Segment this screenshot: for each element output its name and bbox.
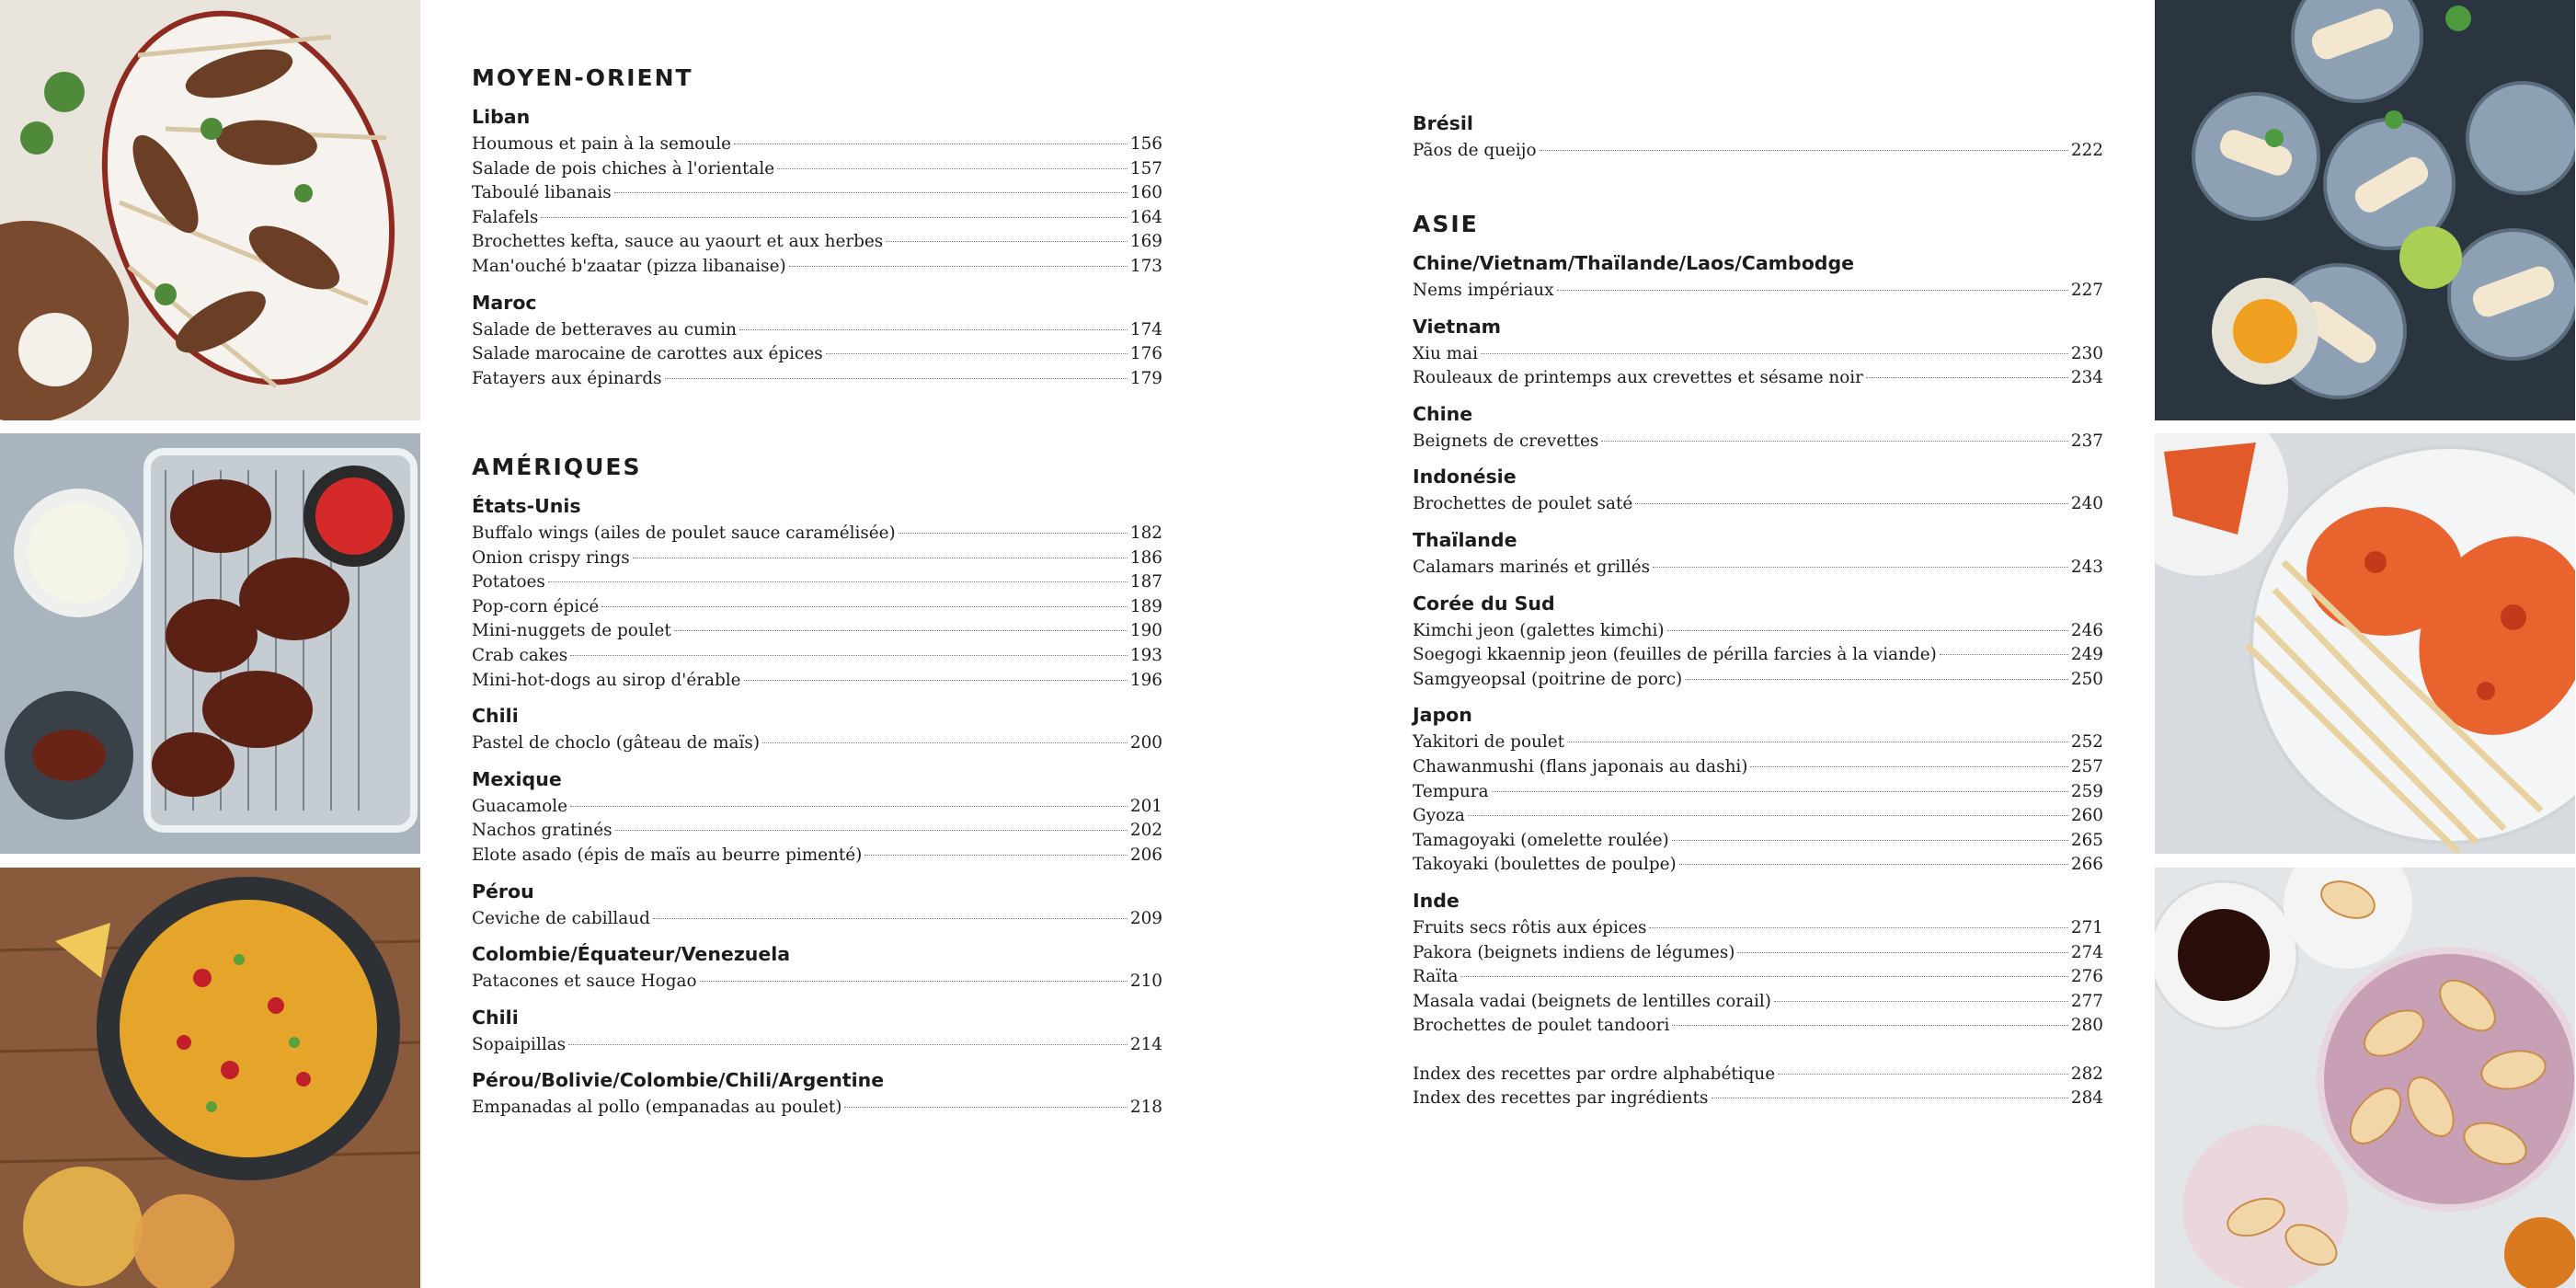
country-heading: Chine/Vietnam/Thaïlande/Laos/Cambodge [1413,252,1855,274]
dot-leader [886,241,1128,242]
recipe-list [472,318,1162,392]
toc-entry[interactable] [472,132,1162,157]
recipe-name: Pastel de choclo (gâteau de maïs) [472,733,761,753]
page-number: 259 [2070,781,2103,801]
toc-entry[interactable] [472,570,1162,595]
toc-entry[interactable] [1413,941,2103,966]
right-photo-strip [2155,0,2575,1288]
toc-entry[interactable] [472,970,1162,995]
dot-leader [1601,441,2068,442]
recipe-name: Calamars marinés et grillés [1413,557,1651,577]
region-americas [472,449,1162,1121]
recipe-name: Patacones et sauce Hogao [472,972,697,992]
dot-leader [548,581,1128,582]
index-spacer [1413,1039,2103,1063]
toc-entry[interactable] [472,255,1162,280]
dot-leader [1866,377,2068,378]
recipe-list [472,907,1162,932]
page-number: 257 [2070,756,2103,776]
dot-leader [1685,679,2068,680]
toc-entry[interactable] [472,367,1162,392]
toc-entry[interactable] [1413,279,2103,304]
dot-leader [899,533,1128,534]
toc-entry[interactable] [1413,619,2103,644]
dot-leader [570,806,1128,807]
toc-entry-index-alpha[interactable] [1413,1063,2103,1087]
page-number: 173 [1129,256,1162,276]
country-heading: Japon [1413,704,1472,727]
toc-entry[interactable] [1413,990,2103,1015]
page-number: 157 [1129,158,1162,178]
country-heading: Chili [472,1006,519,1029]
recipe-name: Gyoza [1413,806,1465,826]
country-heading: États-Unis [472,495,581,517]
recipe-name: Houmous et pain à la semoule [472,134,731,154]
page-number: 260 [2070,806,2103,826]
dot-leader [1653,567,2068,568]
recipe-name: Mini-nuggets de poulet [472,621,671,641]
dot-leader [1940,654,2068,655]
page-number: 252 [2070,732,2103,753]
recipe-name: Taboulé libanais [472,183,612,203]
toc-entry[interactable] [472,644,1162,669]
recipe-name: Tempura [1413,781,1489,801]
spring-rolls-photo [2155,0,2575,420]
dot-leader [864,855,1128,856]
recipe-list [472,522,1162,693]
country-heading: Corée du Sud [1413,592,1555,615]
toc-entry[interactable] [472,595,1162,620]
dot-leader [665,378,1128,379]
toc-entry[interactable] [1413,829,2103,854]
toc-entry[interactable] [472,907,1162,932]
toc-entry[interactable] [472,819,1162,844]
dot-leader [1672,840,2068,841]
recipe-name: Salade marocaine de carottes aux épices [472,344,823,364]
page-number: 201 [1129,796,1162,816]
page-number: 202 [1129,821,1162,841]
index-name: Index des recettes par ordre alphabétique [1413,1064,1776,1084]
country-heading: Liban [472,106,531,128]
nachos-photo [0,868,420,1288]
page-number: 265 [2070,830,2103,850]
dot-leader [1750,766,2067,767]
toc-entry[interactable] [1413,668,2103,693]
dot-leader [1778,1074,2068,1075]
toc-entry[interactable] [1413,730,2103,755]
dot-leader [614,192,1128,193]
dot-leader [1460,976,2067,977]
recipe-name: Mini-hot-dogs au sirop d'érable [472,670,741,690]
dot-leader [700,981,1128,982]
dot-leader [601,606,1128,607]
dot-leader [541,217,1128,218]
country-heading: Chine [1413,402,1473,425]
recipe-list [472,731,1162,756]
page-number: 196 [1129,670,1162,690]
index-name: Index des recettes par ingrédients [1413,1088,1709,1109]
toc-entry[interactable] [1413,755,2103,780]
page-number: 222 [2070,141,2103,160]
page-number: 160 [1129,183,1162,203]
page-number: 276 [2070,967,2103,987]
recipe-list [472,795,1162,868]
country-heading: Chili [472,705,519,728]
region-asia [1413,206,2103,1111]
dot-leader [1672,1025,2068,1026]
recipe-list [472,1033,1162,1058]
dot-leader [1635,503,2068,504]
recipe-name: Fruits secs rôtis aux épices [1413,917,1647,937]
page-number: 206 [1129,845,1162,865]
toc-entry[interactable] [472,157,1162,182]
dot-leader [1557,290,2068,291]
toc-entry[interactable] [472,795,1162,820]
recipe-name: Empanadas al pollo (empanadas au poulet) [472,1098,842,1118]
recipe-name: Salade de betteraves au cumin [472,319,738,339]
toc-entry[interactable] [472,318,1162,343]
country-heading: Vietnam [1413,315,1502,338]
page-number: 193 [1129,645,1162,665]
page-number: 174 [1129,319,1162,339]
recipe-name: Pakora (beignets indiens de légumes) [1413,942,1735,962]
dot-leader [1492,791,2068,792]
toc-entry[interactable] [472,1096,1162,1121]
toc-entry[interactable] [472,522,1162,546]
toc-entry[interactable] [1413,965,2103,990]
dot-leader [762,742,1128,743]
buffalo-wings-photo [0,433,420,854]
recipe-list [472,1096,1162,1121]
dot-leader [615,830,1128,831]
page-number: 237 [2070,431,2103,451]
recipe-name: Guacamole [472,796,568,816]
dot-leader [1774,1001,2068,1002]
page-number: 230 [2070,343,2103,363]
toc-entry[interactable] [472,342,1162,367]
recipe-name: Rouleaux de printemps aux crevettes et sésame noir [1413,368,1863,388]
country-heading: Pérou/Bolivie/Colombie/Chili/Argentine [472,1069,885,1092]
recipe-name: Yakitori de poulet [1413,732,1565,753]
recipe-name: Brochettes de poulet tandoori [1413,1016,1670,1036]
recipe-name: Falafels [472,207,539,227]
toc-entry[interactable] [472,844,1162,868]
page-number: 277 [2070,991,2103,1011]
page-number: 182 [1129,523,1162,543]
dot-leader [789,266,1128,267]
region-title: ASIE [1413,211,1479,237]
dot-leader [1468,815,2068,816]
toc-entry[interactable] [1413,780,2103,805]
page-number: 282 [2070,1064,2103,1084]
toc-entry-index-ingredients[interactable] [1413,1087,2103,1111]
dot-leader [844,1107,1128,1108]
dot-leader [744,680,1128,681]
recipe-name: Pãos de queijo [1413,141,1537,160]
recipe-name: Nems impériaux [1413,281,1554,300]
page-number: 266 [2070,855,2103,875]
recipe-name: Brochettes de poulet saté [1413,494,1633,514]
recipe-name: Buffalo wings (ailes de poulet sauce caramélisée) [472,523,896,543]
page-number: 284 [2070,1088,2103,1109]
toc-entry[interactable] [472,181,1162,206]
toc-entry[interactable] [1413,804,2103,829]
page-number: 164 [1129,207,1162,227]
toc-entry[interactable] [472,619,1162,644]
recipe-name: Pop-corn épicé [472,596,600,616]
page-number: 246 [2070,620,2103,640]
toc-entry[interactable] [1413,139,2103,164]
toc-entry[interactable] [1413,1014,2103,1039]
country-heading: Mexique [472,767,562,790]
toc-entry[interactable] [1413,492,2103,517]
recipe-name: Beignets de crevettes [1413,431,1599,451]
toc-entry[interactable] [1413,643,2103,668]
dot-leader [570,655,1128,656]
page-number: 209 [1129,908,1162,928]
dot-leader [568,1044,1128,1045]
page-number: 210 [1129,972,1162,992]
page-number: 250 [2070,669,2103,689]
toc-entry[interactable] [472,731,1162,756]
recipe-name: Man'ouché b'zaatar (pizza libanaise) [472,256,786,276]
dot-leader [674,630,1128,631]
dot-leader [777,168,1128,169]
toc-entry[interactable] [472,669,1162,694]
dot-leader [739,329,1128,330]
recipe-name: Potatoes [472,572,545,592]
page-number: 176 [1129,344,1162,364]
kefta-skewers-photo [0,0,420,420]
page-number: 200 [1129,733,1162,753]
recipe-list [472,132,1162,280]
page-number: 234 [2070,368,2103,388]
group-brazil [1413,108,2103,164]
toc-entry[interactable] [1413,366,2103,391]
page-number: 189 [1129,596,1162,616]
page-number: 187 [1129,572,1162,592]
dot-leader [1649,927,2067,928]
kimchi-jeon-photo [2155,433,2575,854]
gyoza-photo [2155,868,2575,1288]
dot-leader [826,353,1128,354]
country-heading: Indonésie [1413,466,1517,489]
recipe-name: Onion crispy rings [472,547,630,568]
recipe-name: Sopaipillas [472,1034,567,1054]
country-heading: Pérou [472,880,534,903]
toc-entry[interactable] [1413,853,2103,878]
country-heading: Thaïlande [1413,528,1517,551]
recipe-name: Ceviche de cabillaud [472,908,650,928]
country-heading: Colombie/Équateur/Venezuela [472,943,791,966]
toc-entry[interactable] [472,206,1162,231]
toc-entry[interactable] [472,1033,1162,1058]
region-title: MOYEN-ORIENT [472,64,693,91]
toc-entry[interactable] [1413,342,2103,367]
recipe-name: Masala vadai (beignets de lentilles corail) [1413,991,1771,1011]
recipe-name: Takoyaki (boulettes de poulpe) [1413,855,1677,875]
dot-leader [1737,952,2067,953]
recipe-list [472,970,1162,995]
toc-entry[interactable] [472,230,1162,255]
toc-entry[interactable] [1413,556,2103,581]
page-number: 190 [1129,621,1162,641]
toc-entry[interactable] [472,546,1162,571]
page-number: 186 [1129,547,1162,568]
page-number: 271 [2070,917,2103,937]
page-number: 240 [2070,494,2103,514]
country-heading: Maroc [472,291,537,314]
toc-entry[interactable] [1413,430,2103,454]
dot-leader [1679,864,2068,865]
page-number: 274 [2070,942,2103,962]
dot-leader [1667,630,2068,631]
dot-leader [653,918,1128,919]
recipe-name: Brochettes kefta, sauce au yaourt et aux herbes [472,232,884,252]
recipe-name: Samgyeopsal (poitrine de porc) [1413,669,1683,689]
page-number: 218 [1129,1098,1162,1118]
page-number: 169 [1129,232,1162,252]
recipe-name: Tamagoyaki (omelette roulée) [1413,830,1669,850]
left-photo-strip [0,0,420,1288]
page-number: 280 [2070,1016,2103,1036]
region-middle-east [472,60,1162,391]
page-number: 179 [1129,368,1162,388]
recipe-name: Raïta [1413,967,1459,987]
page-number: 214 [1129,1034,1162,1054]
page-number: 243 [2070,557,2103,577]
recipe-name: Soegogi kkaennip jeon (feuilles de périlla farcies à la viande) [1413,645,1937,665]
toc-entry[interactable] [1413,916,2103,941]
country-heading: Inde [1413,889,1460,912]
recipe-name: Nachos gratinés [472,821,613,841]
recipe-name: Fatayers aux épinards [472,368,662,388]
country-heading: Brésil [1413,112,1473,134]
recipe-name: Kimchi jeon (galettes kimchi) [1413,620,1665,640]
region-title: AMÉRIQUES [472,454,642,480]
recipe-name: Crab cakes [472,645,568,665]
dot-leader [1481,353,2068,354]
recipe-name: Xiu mai [1413,343,1478,363]
page-number: 249 [2070,645,2103,665]
recipe-name: Elote asado (épis de maïs au beurre pimenté) [472,845,863,865]
recipe-name: Chawanmushi (flans japonais au dashi) [1413,756,1748,776]
page-number: 227 [2070,281,2103,300]
dot-leader [1540,150,2068,151]
recipe-name: Salade de pois chiches à l'orientale [472,158,775,178]
page-number: 156 [1129,134,1162,154]
